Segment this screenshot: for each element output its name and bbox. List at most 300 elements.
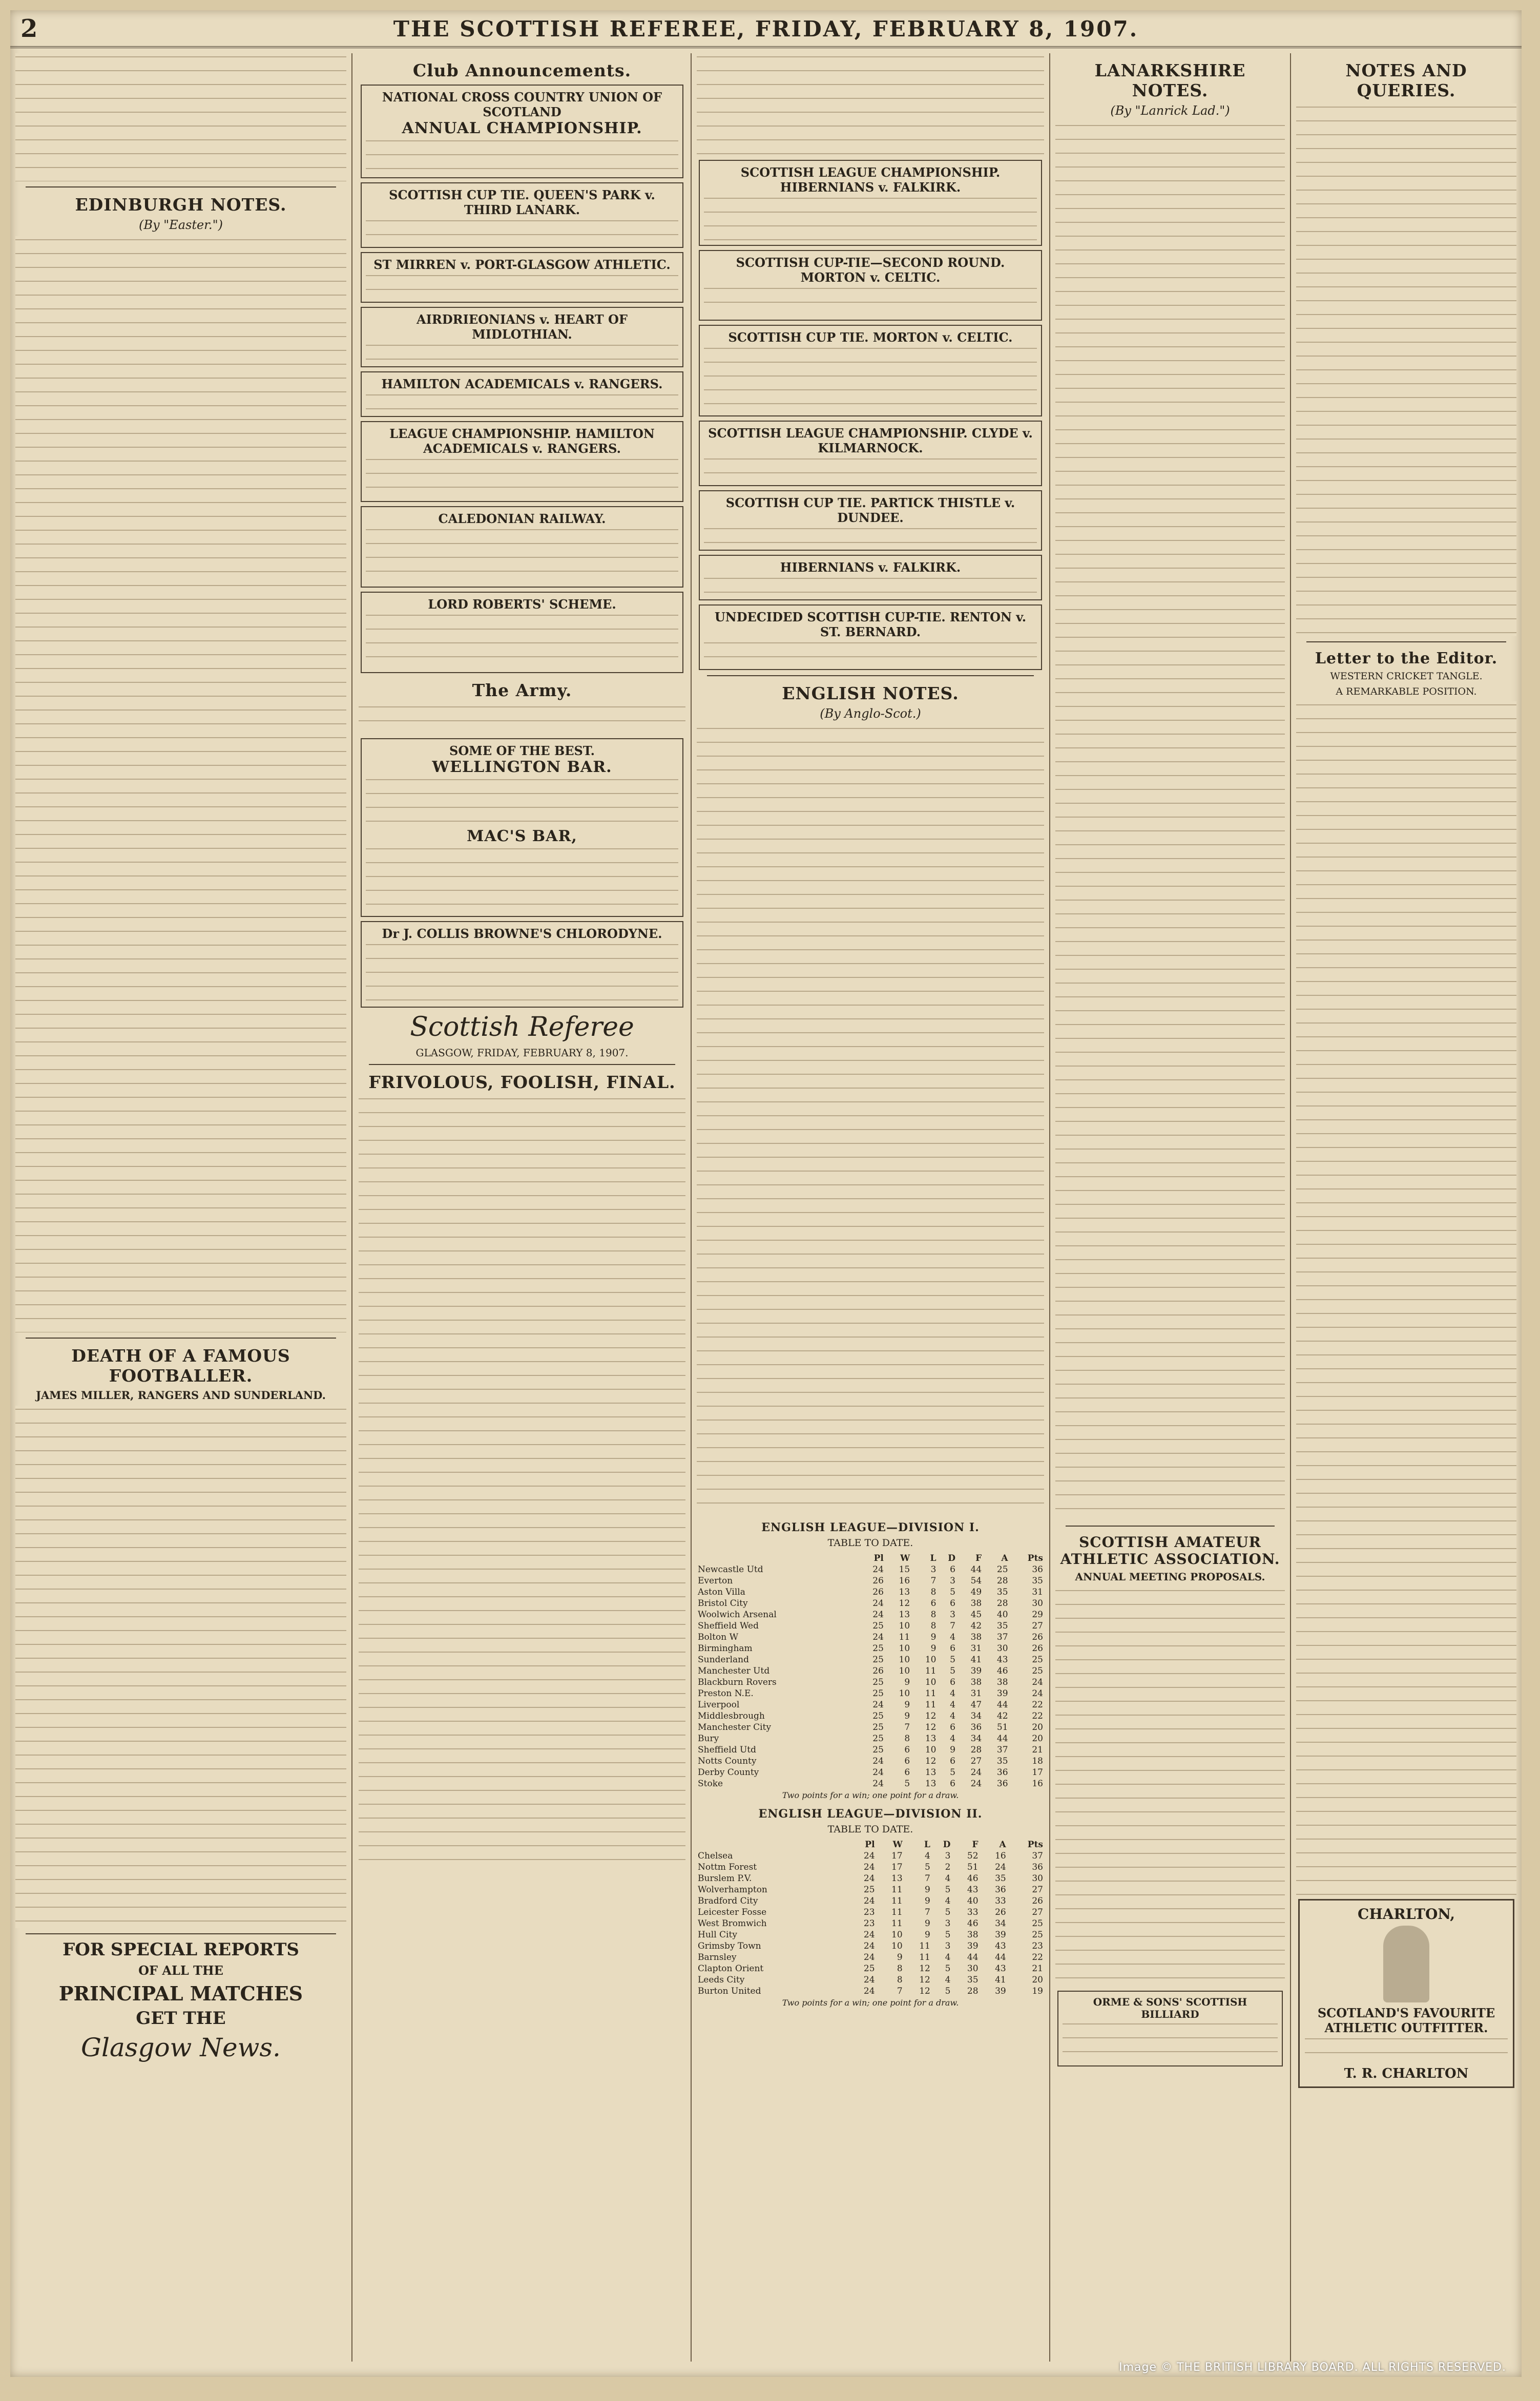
- table-cell: Nottm Forest: [698, 1862, 757, 1872]
- table-cell: 37: [996, 1632, 1008, 1642]
- table-cell: 46: [967, 1873, 979, 1884]
- table-header-cell: D: [948, 1553, 955, 1563]
- table-cell: 11: [891, 1885, 903, 1895]
- heading-army: The Army.: [472, 680, 572, 700]
- table-cell: 40: [996, 1610, 1008, 1620]
- table-cell: 17: [891, 1862, 903, 1872]
- table-cell: 9: [925, 1918, 930, 1929]
- table-cell: 41: [995, 1975, 1006, 1985]
- table-cell: 44: [995, 1952, 1006, 1962]
- table-cell: 36: [995, 1885, 1006, 1895]
- table-cell: 28: [970, 1745, 982, 1755]
- table-cell: 34: [995, 1918, 1006, 1929]
- table-cell: 17: [891, 1851, 903, 1861]
- table-cell: 38: [996, 1677, 1008, 1687]
- table-cell: 42: [970, 1621, 982, 1631]
- table-cell: 11: [891, 1907, 903, 1917]
- byline-lanark: (By "Lanrick Lad."): [1110, 103, 1230, 118]
- table-cell: 9: [904, 1677, 910, 1687]
- table-cell: 9: [925, 1885, 930, 1895]
- byline-edinburgh: (By "Easter."): [138, 218, 223, 232]
- table-cell: 11: [891, 1896, 903, 1906]
- table-cell: 39: [996, 1688, 1008, 1699]
- ad-lord-roberts: LORD ROBERTS' SCHEME.: [361, 592, 683, 673]
- table-cell: 46: [996, 1666, 1008, 1676]
- table-cell: 10: [925, 1655, 937, 1665]
- ad-morton-celtic-2: SCOTTISH CUP TIE. MORTON v. CELTIC.: [699, 325, 1042, 416]
- table-row: [697, 1778, 1044, 1789]
- table-cell: 23: [863, 1907, 875, 1917]
- heading-edinburgh-notes: EDINBURGH NOTES.: [75, 195, 287, 215]
- table-cell: 3: [945, 1918, 951, 1929]
- table-cell: 26: [872, 1587, 884, 1597]
- table-cell: 43: [995, 1964, 1006, 1974]
- ad-clyde-kilmarnock: SCOTTISH LEAGUE CHAMPIONSHIP. CLYDE v. KILMARNOCK.: [699, 421, 1042, 486]
- table-cell: 5: [950, 1666, 955, 1676]
- table-cell: 24: [863, 1873, 875, 1884]
- table-cell: 8: [930, 1587, 937, 1597]
- table-cell: 11: [925, 1666, 937, 1676]
- ad-renton: UNDECIDED SCOTTISH CUP-TIE. RENTON v. ST. BERNARD.: [699, 604, 1042, 670]
- table-row: [697, 1986, 1044, 1997]
- table-cell: 25: [996, 1564, 1008, 1575]
- table-header-cell: D: [943, 1840, 951, 1850]
- table-cell: 25: [872, 1621, 884, 1631]
- table-cell: 5: [950, 1655, 955, 1665]
- ad-hibs-falkirk-2: HIBERNIANS v. FALKIRK.: [699, 555, 1042, 600]
- table-row: [697, 1940, 1044, 1952]
- table-cell: 35: [995, 1873, 1006, 1884]
- table-cell: 17: [1032, 1767, 1043, 1778]
- table-cell: 30: [1032, 1873, 1043, 1884]
- table-cell: 35: [996, 1756, 1008, 1766]
- heading-notes-queries: NOTES AND QUERIES.: [1345, 60, 1467, 100]
- table-cell: Leeds City: [698, 1975, 745, 1985]
- table-cell: 13: [925, 1767, 937, 1778]
- table-cell: Aston Villa: [698, 1587, 745, 1597]
- table-cell: 34: [970, 1711, 982, 1721]
- table-div2: [697, 1839, 1044, 1997]
- table-row: [697, 1722, 1044, 1733]
- table-cell: 8: [897, 1975, 903, 1985]
- table-cell: 10: [899, 1643, 910, 1654]
- table-cell: 5: [904, 1779, 910, 1789]
- table-cell: Manchester Utd: [698, 1666, 770, 1676]
- table-cell: Sheffield Wed: [698, 1621, 759, 1631]
- dateline: GLASGOW, FRIDAY, FEBRUARY 8, 1907.: [415, 1047, 629, 1059]
- text-block: [1296, 103, 1516, 636]
- table-cell: 39: [995, 1986, 1006, 1996]
- table-cell: 21: [1032, 1964, 1043, 1974]
- ad-some-of-best: SOME OF THE BEST. WELLINGTON BAR. MAC'S BAR,: [361, 738, 683, 917]
- table-cell: 25: [872, 1745, 884, 1755]
- heading-death-footballer: DEATH OF A FAMOUS FOOTBALLER.: [71, 1346, 290, 1386]
- table-cell: 35: [996, 1587, 1008, 1597]
- table-cell: Burslem P.V.: [698, 1873, 752, 1884]
- ad-charlton: CHARLTON, SCOTLAND'S FAVOURITE ATHLETIC OUTFITTER. T. R. CHARLTON: [1298, 1899, 1514, 2088]
- table-cell: 12: [925, 1756, 937, 1766]
- table-cell: 12: [919, 1975, 930, 1985]
- table-cell: Leicester Fosse: [698, 1907, 767, 1917]
- table-cell: 22: [1032, 1700, 1043, 1710]
- table-cell: 33: [967, 1907, 979, 1917]
- table-cell: 43: [995, 1941, 1006, 1951]
- table-cell: Everton: [698, 1576, 733, 1586]
- table-cell: 25: [872, 1722, 884, 1732]
- table-cell: 27: [970, 1756, 982, 1766]
- table-row: [697, 1688, 1044, 1699]
- ad-hibs-falkirk: SCOTTISH LEAGUE CHAMPIONSHIP. HIBERNIANS v. FALKIRK.: [699, 160, 1042, 246]
- table-cell: 6: [904, 1756, 910, 1766]
- table-cell: 5: [945, 1885, 951, 1895]
- table-cell: 35: [996, 1621, 1008, 1631]
- table-cell: 10: [891, 1941, 903, 1951]
- table-header-cell: W: [892, 1840, 903, 1850]
- table-row: [697, 1850, 1044, 1862]
- table-cell: 13: [925, 1734, 937, 1744]
- table-row: [697, 1744, 1044, 1756]
- table-cell: 4: [945, 1873, 951, 1884]
- footballer-illustration: [1383, 1926, 1429, 2002]
- table-cell: 7: [904, 1722, 910, 1732]
- table-cell: 4: [950, 1734, 955, 1744]
- table-cell: 12: [925, 1711, 937, 1721]
- table-cell: 15: [899, 1564, 910, 1575]
- table-cell: 13: [899, 1587, 910, 1597]
- ad-for-special-reports: FOR SPECIAL REPORTS: [63, 1939, 299, 1960]
- table-cell: 27: [1032, 1907, 1043, 1917]
- table-header-cell: [697, 1553, 859, 1564]
- table-cell: Stoke: [698, 1779, 723, 1789]
- table-cell: 38: [970, 1677, 982, 1687]
- table-cell: 10: [891, 1930, 903, 1940]
- table-cell: 30: [967, 1964, 979, 1974]
- table-cell: 24: [863, 1851, 875, 1861]
- text-block: [1296, 701, 1516, 1895]
- table-cell: 27: [1032, 1621, 1043, 1631]
- table-row: [697, 1654, 1044, 1665]
- table-cell: 6: [950, 1722, 955, 1732]
- table-cell: 37: [996, 1745, 1008, 1755]
- table-cell: 34: [970, 1734, 982, 1744]
- table-row: [697, 1963, 1044, 1974]
- table-cell: 3: [950, 1576, 955, 1586]
- table-cell: 24: [863, 1896, 875, 1906]
- table-row: [697, 1643, 1044, 1654]
- table-cell: 6: [904, 1767, 910, 1778]
- table-cell: 25: [872, 1688, 884, 1699]
- table-cell: 5: [945, 1907, 951, 1917]
- table-cell: 7: [950, 1621, 955, 1631]
- table-cell: 20: [1032, 1722, 1043, 1732]
- table-cell: 25: [872, 1643, 884, 1654]
- table-cell: 16: [899, 1576, 910, 1586]
- table-header-cell: A: [999, 1840, 1006, 1850]
- table-cell: 7: [930, 1576, 937, 1586]
- table-cell: 4: [945, 1952, 951, 1962]
- table-cell: 46: [967, 1918, 979, 1929]
- table-cell: 11: [891, 1918, 903, 1929]
- table-cell: 41: [970, 1655, 982, 1665]
- table-cell: 5: [925, 1862, 930, 1872]
- table-cell: 35: [1032, 1576, 1043, 1586]
- table-cell: 24: [872, 1756, 884, 1766]
- table-cell: 24: [872, 1564, 884, 1575]
- table-cell: 4: [950, 1700, 955, 1710]
- table-cell: 7: [897, 1986, 903, 1996]
- table-row: [697, 1699, 1044, 1710]
- table-cell: 8: [930, 1621, 937, 1631]
- table-header-cell: Pts: [1027, 1840, 1043, 1850]
- table-cell: 24: [863, 1952, 875, 1962]
- ad-glasgow-news: Glasgow News.: [81, 2033, 281, 2062]
- table-row: [697, 1710, 1044, 1722]
- table-header-cell: Pl: [865, 1840, 875, 1850]
- table-cell: 6: [950, 1643, 955, 1654]
- table-cell: 9: [904, 1711, 910, 1721]
- table-cell: 10: [899, 1688, 910, 1699]
- table-cell: 22: [1032, 1711, 1043, 1721]
- table-cell: 13: [899, 1610, 910, 1620]
- table-cell: 6: [950, 1598, 955, 1609]
- table-cell: 39: [967, 1941, 979, 1951]
- table-cell: 5: [945, 1986, 951, 1996]
- table-cell: 10: [899, 1655, 910, 1665]
- table-row: [697, 1884, 1044, 1895]
- table-cell: 51: [996, 1722, 1008, 1732]
- table-cell: 9: [930, 1643, 937, 1654]
- table-cell: 5: [945, 1964, 951, 1974]
- subheading-james-miller: JAMES MILLER, RANGERS AND SUNDERLAND.: [36, 1389, 326, 1402]
- table-cell: 24: [863, 1986, 875, 1996]
- table-cell: 25: [1032, 1655, 1043, 1665]
- table-cell: 24: [872, 1598, 884, 1609]
- table-cell: 52: [967, 1851, 979, 1861]
- table-cell: 3: [950, 1610, 955, 1620]
- table-cell: 11: [919, 1941, 930, 1951]
- table-cell: 10: [899, 1666, 910, 1676]
- table-cell: 51: [967, 1862, 979, 1872]
- table-cell: 4: [950, 1688, 955, 1699]
- table-cell: 47: [970, 1700, 982, 1710]
- table-cell: 36: [970, 1722, 982, 1732]
- table-cell: 2: [945, 1862, 951, 1872]
- table-cell: 28: [996, 1598, 1008, 1609]
- table-cell: 6: [950, 1677, 955, 1687]
- table-cell: 4: [950, 1711, 955, 1721]
- table-cell: 3: [945, 1851, 951, 1861]
- heading-club-announcements: Club Announcements.: [412, 60, 632, 80]
- text-block: [1055, 122, 1285, 1520]
- ad-morton-celtic: SCOTTISH CUP-TIE—SECOND ROUND. MORTON v. CELTIC.: [699, 250, 1042, 321]
- table-cell: 28: [996, 1576, 1008, 1586]
- table-cell: 33: [995, 1896, 1006, 1906]
- table-cell: 22: [1032, 1952, 1043, 1962]
- ad-billiard: ORME & SONS' SCOTTISH BILLIARD: [1057, 1991, 1283, 2066]
- table-cell: 12: [919, 1986, 930, 1996]
- table-cell: 7: [925, 1873, 930, 1884]
- table-cell: 26: [1032, 1896, 1043, 1906]
- table-cell: 6: [904, 1745, 910, 1755]
- table-cell: 42: [996, 1711, 1008, 1721]
- table-row: [697, 1895, 1044, 1907]
- table-cell: 16: [1032, 1779, 1043, 1789]
- table-cell: 38: [970, 1632, 982, 1642]
- table-cell: 13: [925, 1779, 937, 1789]
- table-cell: 23: [863, 1918, 875, 1929]
- table-cell: 44: [967, 1952, 979, 1962]
- table-cell: Chelsea: [698, 1851, 733, 1861]
- table-cell: 26: [872, 1666, 884, 1676]
- table-cell: 23: [1032, 1941, 1043, 1951]
- table-cell: 26: [872, 1576, 884, 1586]
- table-cell: 8: [904, 1734, 910, 1744]
- table-cell: 24: [970, 1779, 982, 1789]
- table-cell: 36: [996, 1779, 1008, 1789]
- heading-english-notes: ENGLISH NOTES.: [782, 683, 959, 703]
- heading-frivolous: FRIVOLOUS, FOOLISH, FINAL.: [368, 1072, 676, 1092]
- heading-amateur: SCOTTISH AMATEUR ATHLETIC ASSOCIATION.: [1060, 1534, 1280, 1568]
- table-cell: 25: [872, 1655, 884, 1665]
- table-cell: Liverpool: [698, 1700, 740, 1710]
- table-row: [697, 1767, 1044, 1778]
- newspaper-page: [10, 10, 1522, 2377]
- table-cell: 24: [863, 1862, 875, 1872]
- table-cell: 4: [945, 1896, 951, 1906]
- table-cell: 44: [970, 1564, 982, 1575]
- table-cell: 38: [970, 1598, 982, 1609]
- text-block: [359, 1095, 685, 1864]
- table-cell: 29: [1032, 1610, 1043, 1620]
- table-cell: Sunderland: [698, 1655, 750, 1665]
- page-number: 2: [20, 14, 38, 43]
- text-block: [15, 236, 346, 1332]
- ad-league-hamilton: LEAGUE CHAMPIONSHIP. HAMILTON ACADEMICALS v. RANGERS.: [361, 421, 683, 502]
- table-cell: 25: [872, 1734, 884, 1744]
- table-row: [697, 1677, 1044, 1688]
- table-cell: 25: [1032, 1930, 1043, 1940]
- table-cell: 4: [925, 1851, 930, 1861]
- text-block: [1055, 1587, 1285, 1987]
- table-cell: 20: [1032, 1975, 1043, 1985]
- table-cell: 44: [996, 1734, 1008, 1744]
- table-row: [697, 1598, 1044, 1609]
- image-credit: Image © THE BRITISH LIBRARY BOARD. ALL RIGHTS RESERVED.: [1119, 2361, 1506, 2374]
- column-2: [353, 53, 692, 2362]
- table-cell: 5: [950, 1587, 955, 1597]
- text-block: [15, 1406, 346, 1928]
- ad-get-the: GET THE: [136, 2008, 226, 2029]
- table-row: [697, 1873, 1044, 1884]
- table-cell: 44: [996, 1700, 1008, 1710]
- text-block: [697, 725, 1044, 1514]
- table-cell: 25: [872, 1677, 884, 1687]
- column-1: [10, 53, 352, 2362]
- table-cell: 27: [1032, 1885, 1043, 1895]
- table-cell: 11: [899, 1632, 910, 1642]
- table-cell: 30: [1032, 1598, 1043, 1609]
- table-cell: Blackburn Rovers: [698, 1677, 777, 1687]
- table-cell: Hull City: [698, 1930, 737, 1940]
- table-cell: Woolwich Arsenal: [698, 1610, 777, 1620]
- table-header-cell: Pl: [873, 1553, 884, 1563]
- table-cell: Bristol City: [698, 1598, 748, 1609]
- table-cell: 36: [1032, 1564, 1043, 1575]
- ad-caledonian: CALEDONIAN RAILWAY.: [361, 506, 683, 588]
- table-cell: 5: [945, 1930, 951, 1940]
- table-cell: Wolverhampton: [698, 1885, 767, 1895]
- table-cell: 12: [919, 1964, 930, 1974]
- table-cell: 45: [970, 1610, 982, 1620]
- table-cell: 4: [945, 1975, 951, 1985]
- table-cell: 38: [967, 1930, 979, 1940]
- table-cell: 8: [930, 1610, 937, 1620]
- table-cell: Preston N.E.: [698, 1688, 754, 1699]
- table-cell: 25: [863, 1964, 875, 1974]
- table-header-cell: A: [1001, 1553, 1008, 1563]
- table-row: [697, 1564, 1044, 1575]
- heading-div1: ENGLISH LEAGUE—DIVISION I.: [761, 1521, 980, 1534]
- table-cell: Clapton Orient: [698, 1964, 764, 1974]
- table-row: [697, 1665, 1044, 1677]
- table-cell: Manchester City: [698, 1722, 772, 1732]
- table-cell: 11: [925, 1700, 937, 1710]
- table-row: [697, 1918, 1044, 1929]
- table-cell: 30: [996, 1643, 1008, 1654]
- table-cell: 28: [967, 1986, 979, 1996]
- table-cell: 10: [925, 1745, 937, 1755]
- table-cell: 26: [1032, 1643, 1043, 1654]
- table-cell: 39: [995, 1930, 1006, 1940]
- table-row: [697, 1733, 1044, 1744]
- table-header-cell: L: [924, 1840, 930, 1850]
- table-row: [697, 1862, 1044, 1873]
- table-cell: 6: [950, 1756, 955, 1766]
- table-cell: 24: [1032, 1677, 1043, 1687]
- table-cell: 9: [904, 1700, 910, 1710]
- table-cell: Birmingham: [698, 1643, 753, 1654]
- newspaper-title: THE SCOTTISH REFEREE, FRIDAY, FEBRUARY 8, 1907.: [393, 16, 1139, 41]
- table-cell: Notts County: [698, 1756, 757, 1766]
- table-row: [697, 1609, 1044, 1620]
- table-cell: 24: [872, 1610, 884, 1620]
- table-cell: Bolton W: [698, 1632, 739, 1642]
- table-cell: 24: [863, 1941, 875, 1951]
- table-cell: 24: [863, 1930, 875, 1940]
- table-cell: Bury: [698, 1734, 719, 1744]
- table-cell: 26: [995, 1907, 1006, 1917]
- table-cell: 31: [970, 1643, 982, 1654]
- table-header-cell: Pts: [1027, 1553, 1043, 1563]
- table-row: [697, 1952, 1044, 1963]
- ad-hamilton: HAMILTON ACADEMICALS v. RANGERS.: [361, 371, 683, 417]
- ad-chlorodyne: Dr J. COLLIS BROWNE'S CHLORODYNE.: [361, 921, 683, 1008]
- table-cell: 9: [925, 1930, 930, 1940]
- table-cell: 10: [925, 1677, 937, 1687]
- column-5: NOTES AND QUERIES. Letter to the Editor. WESTERN CRICKET TANGLE. A REMARKABLE POSITION. CHARLTON, SCOTLAND'S FAVOURITE ATHLETIC OUTFITTER. T. R. CHARLTON: [1291, 53, 1522, 2362]
- table-cell: Grimsby Town: [698, 1941, 761, 1951]
- heading-div2: ENGLISH LEAGUE—DIVISION II.: [758, 1807, 983, 1821]
- table-cell: 24: [863, 1975, 875, 1985]
- table-cell: 20: [1032, 1734, 1043, 1744]
- table-cell: 19: [1032, 1986, 1043, 1996]
- table-row: [697, 1632, 1044, 1643]
- table-cell: 24: [995, 1862, 1006, 1872]
- table-cell: 21: [1032, 1745, 1043, 1755]
- table-cell: 40: [967, 1896, 979, 1906]
- table-header-cell: F: [972, 1840, 979, 1850]
- table-cell: Barnsley: [698, 1952, 737, 1962]
